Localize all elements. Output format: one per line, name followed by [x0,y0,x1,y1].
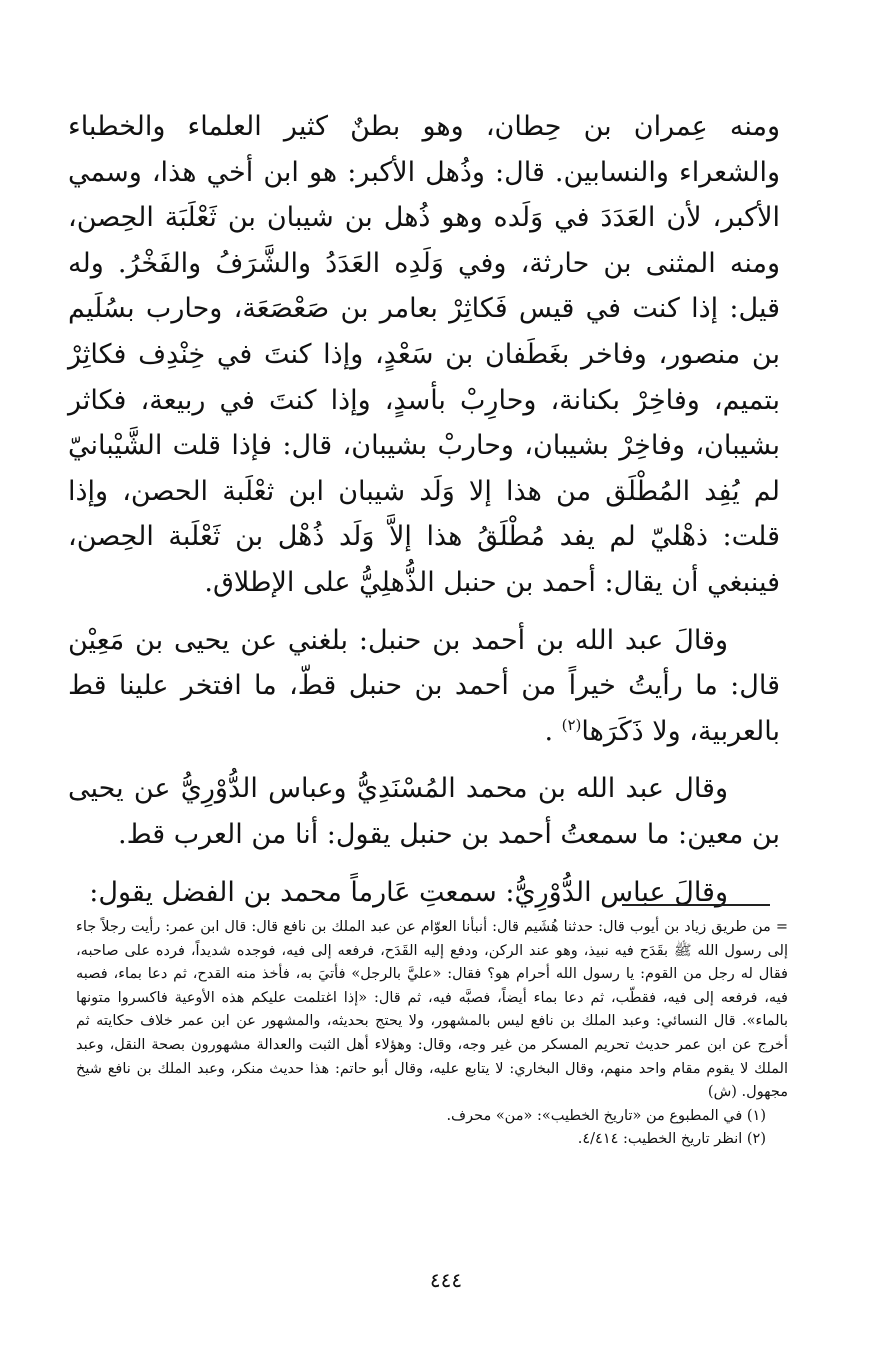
footnote-2: (٢) انظر تاريخ الخطيب: ٤/٤١٤. [577,1131,766,1148]
footnote-reference-2: (٢) [561,715,582,734]
footnotes [76,916,788,1152]
main-text [68,104,780,915]
body-paragraph-1: ومنه عِمران بن حِطان، وهو بطنٌ كثير العلماء والخطباء والشعراء والنسابين. قال: وذُهل الأكبر: هو ابن أخي هذا، وسمي الأكبر، لأن العَدَدَ في وَلَده وهو ذُهل بن شيبان بن ثَعْلَبَة الحِصن، ومنه المثنى بن حارثة، وفي وَلَدِه العَدَدُ والشَّرَفُ والفَخْرُ. وله قيل: إذا كنت في قيس فَكاثِرْ بعامر بن صَعْصَعَة، وحارب بسُلَيم بن منصور، وفاخر بغَطَفان بن سَعْدٍ، وإذا كنتَ في خِنْدِف فكاثِرْ بتميم، وفاخِرْ بكنانة، وحارِبْ بأسدٍ، وإذا كنتَ في ربيعة، فكاثر بشيبان، وفاخِرْ بشيبان، وحاربْ بشيبان، قال: فإذا قلت الشَّيْبانيّ لم يُفِد المُطْلَق من هذا إلا وَلَد شيبان ابن ثعْلَبة الحصن، وإذا قلت: ذهْليّ لم يفد مُطْلَقُ هذا إلاَّ وَلَد ذُهْل بن ثَعْلَبة الحِصن، فينبغي أن يقال: أحمد بن حنبل الذُّهلِيُّ على الإطلاق. [68,111,780,598]
body-paragraph-3: وقال عبد الله بن محمد المُسْنَدِيُّ وعباس الدُّوْرِيُّ عن يحيى بن معين: ما سمعتُ أحمد بن حنبل يقول: أنا من العرب قط. [68,773,780,850]
body-paragraph-2-period: . [544,715,554,747]
footnote-separator [622,904,770,906]
body-paragraph-2 [68,618,780,755]
page-number [0,1268,892,1292]
body-paragraph-2-text: وقالَ عبد الله بن أحمد بن حنبل: بلغني عن يحيى بن مَعِيْن قال: ما رأيتُ خيراً من أحمد بن حنبل قطّ، ما افتخر علينا قط بالعربية، ولا ذَكَرَها [68,624,780,747]
footnote-continuation: = من طريق زياد بن أيوب قال: حدثنا هُشَيم قال: أنبأنا العوّام عن عبد الملك بن نافع قال: قال ابن عمر: رأيت رجلاً جاء إلى رسول الله ﷺ بقَدَح فيه نبيذ، وهو عند الركن، ودفع إليه القَدَح، فرفعه إلى فيه، فوجده شديداً، فرده على صاحبه، فقال له رجل من القوم: يا رسول الله أحرام هو؟ فقال: «عليَّ بالرجل» فأتيَ به، فأخذ منه القدح، ثم دعا بماء، فصبه فيه، فرفعه إلى فيه، فقطّب، ثم دعا بماء أيضاً، فصبَّه فيه، ثم قال: «إذا اغتلمت عليكم هذه الأوعية فاكسروا متونها بالماء». قال النسائي: وعبد الملك بن نافع ليس بالمشهور، ولا يحتج بحديثه، والمشهور عن ابن عمر خلاف حكايته ثم أخرج عن ابن عمر حديث تحريم المسكر من غير وجه، وقال: وهؤلاء أهل الثبت والعدالة مشهورون بصحة النقل، وعبد الملك لا يقوم مقام واحد منهم، وقال البخاري: لا يتابع عليه، وقال أبو حاتم: هذا حديث منكر، وعبد الملك بن نافع شيخ مجهول. (ش) [76,919,788,1101]
page-number-text: ٤٤٤ [429,1268,463,1292]
footnote-1: (١) في المطبوع من «تاريخ الخطيب»: «من» محرف. [446,1107,766,1124]
body-paragraph-4: وقالَ عباس الدُّوْرِيُّ: سمعتِ عَارماً محمد بن الفضل يقول: [89,876,728,908]
